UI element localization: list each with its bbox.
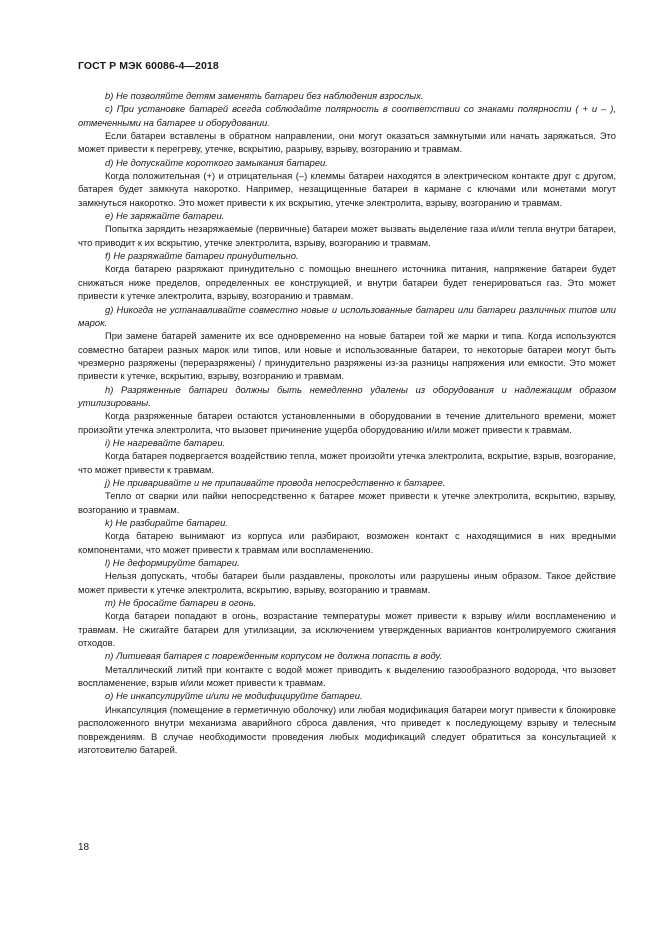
paragraph: При замене батарей замените их все одновременно на новые батареи той же марки и типа. Когда используются совместно батареи разных марок или типов, или новые и использованные батареи, то некоторые батареи могут быть чрезмерно разряжены (переразряжены) / принудительно разряжены из-за разницы напряжения или емкости. Это может привести к утечке, вскрытию, взрыву, возгоранию и травмам.: [78, 330, 616, 382]
paragraph: Попытка зарядить незаряжаемые (первичные) батареи может вызвать выделение газа и/или тепла внутри батареи, что приводит к их вскрытию, утечке электролита, взрыву, возгоранию и травмам.: [78, 223, 616, 248]
list-item-b: b) Не позволяйте детям заменять батареи без наблюдения взрослых.: [105, 90, 424, 101]
list-item-g: g) Никогда не устанавливайте совместно новые и использованные батареи или батареи различных типов или марок.: [78, 303, 616, 328]
paragraph: Когда батареи попадают в огонь, возрастание температуры может привести к взрыву и/или воспламенению и травмам. Не сжигайте батареи для утилизации, за исключением утвержденных вариантов контролируемого сжигания отходов.: [78, 610, 616, 649]
paragraph: Инкапсуляция (помещение в герметичную оболочку) или любая модификация батареи могут привести к блокировке расположенного внутри механизма аварийного сброса давления, что приведет к последующему взрыву и телесным повреждениям. В случае необходимости проведения любых модификаций следует обратиться за консультацией к изготовителю батарей.: [78, 703, 616, 755]
paragraph: Когда батарею вынимают из корпуса или разбирают, возможен контакт с находящимися в них вредными компонентами, что может привести к травмам или воспламенению.: [78, 530, 616, 555]
list-item-i: i) Не нагревайте батареи.: [105, 436, 226, 448]
paragraph: Если батареи вставлены в обратном направлении, они могут оказаться замкнутыми или начать заряжаться. Это может привести к перегреву, утечке, вскрытию, разрыву, взрыву, возгоранию и травмам.: [78, 130, 616, 155]
document-header: ГОСТ Р МЭК 60086-4—2018: [78, 60, 219, 72]
list-item-o: o) Не инкапсулируйте и/или не модифицируйте батареи.: [105, 690, 363, 702]
paragraph: Когда разряженные батареи остаются установленными в оборудовании в течение длительного времени, может произойти утечка электролита, что вызовет причинение ущерба оборудованию и/или может привести к травмам.: [78, 410, 616, 435]
list-item-l: l) Не деформируйте батареи.: [105, 557, 240, 569]
paragraph: Нельзя допускать, чтобы батареи были раздавлены, проколоты или разрушены иным образом. Такое действие может привести к утечке электролита, вскрытию, взрыву, возгоранию и травмам.: [78, 570, 616, 595]
list-item-h: h) Разряженные батареи должны быть немедленно удалены из оборудования и надлежащим образом утилизированы.: [78, 383, 616, 408]
paragraph: Когда батарею разряжают принудительно с помощью внешнего источника питания, напряжение батареи будет снижаться ниже пределов, определенных ее конструкцией, и внутри батареи будет генерироваться газ. Это может привести к утечке электролита, взрыву, возгоранию и травмам.: [78, 263, 616, 302]
paragraph: Когда батарея подвергается воздействию тепла, может произойти утечка электролита, вскрытие, взрыв, возгорание, что может привести к травмам.: [78, 450, 616, 475]
list-item-d: d) Не допускайте короткого замыкания батареи.: [105, 156, 328, 168]
paragraph: Когда положительная (+) и отрицательная (–) клеммы батареи находятся в электрическом контакте друг с другом, батарея будет замкнута накоротко. Например, незащищенные батареи в кармане с ключами или монетами могут замкнуться накоротко. Это может привести к их вскрытию, утечке электролита, взрыву, возгоранию и травмам.: [78, 170, 616, 208]
list-item-n: n) Литиевая батарея с поврежденным корпусом не должна попасть в воду.: [105, 650, 443, 662]
list-item-e: e) Не заряжайте батареи.: [105, 210, 225, 222]
document-body: [78, 89, 616, 756]
list-item-f: f) Не разряжайте батареи принудительно.: [105, 250, 299, 262]
list-item-k: k) Не разбирайте батареи.: [105, 517, 228, 528]
page-number: 18: [78, 842, 90, 853]
paragraph: Тепло от сварки или пайки непосредственно к батарее может привести к утечке электролита, вскрытию, взрыву, возгоранию и травмам.: [78, 490, 616, 515]
list-item-j: j) Не приваривайте и не припаивайте провода непосредственно к батарее.: [105, 476, 446, 488]
list-item-c: c) При установке батарей всегда соблюдайте полярность в соответствии со знаками полярности ( + и – ), отмеченными на батарее и оборудовании.: [78, 103, 616, 128]
list-item-m: m) Не бросайте батареи в огонь.: [105, 597, 257, 609]
paragraph: Металлический литий при контакте с водой может приводить к выделению газообразного водорода, что вызовет воспламенение, взрыв и/или может привести к травмам.: [78, 663, 616, 689]
